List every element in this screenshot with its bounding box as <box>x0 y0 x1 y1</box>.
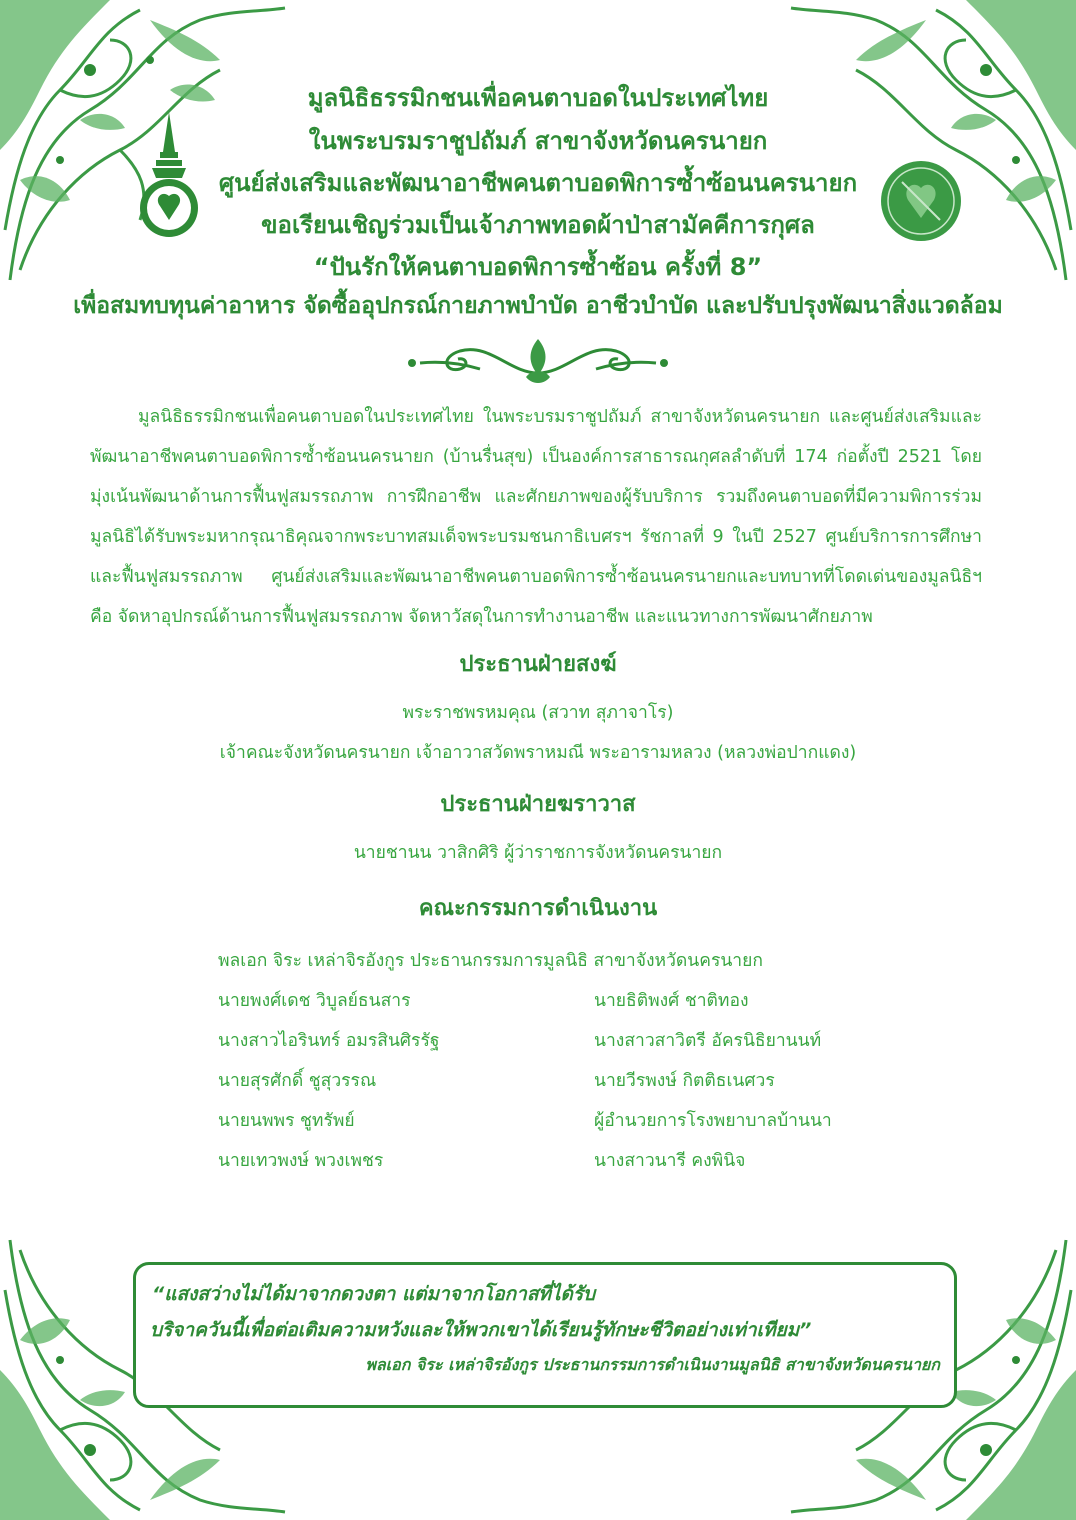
header-line-3: ศูนย์ส่งเสริมและพัฒนาอาชีพคนตาบอดพิการซ้ำซ้อนนครนายก <box>218 169 858 197</box>
committee-row <box>218 1027 918 1067</box>
monk-chair-title: เจ้าคณะจังหวัดนครนายก เจ้าอาวาสวัดพราหมณี พระอารามหลวง (หลวงพ่อปากแดง) <box>219 743 857 763</box>
committee-member: นางสาวไอรินทร์ อมรสินศิรรัฐ <box>218 1031 440 1051</box>
header-purpose: เพื่อสมทบทุนค่าอาหาร จัดซื้ออุปกรณ์กายภาพบำบัด อาชีวบำบัด และปรับปรุงพัฒนาสิ่งแวดล้อม <box>73 293 1003 319</box>
committee-member: นายเทวพงษ์ พวงเพชร <box>218 1151 384 1171</box>
monk-chair-heading: ประธานฝ่ายสงฆ์ <box>459 652 617 677</box>
committee-heading: คณะกรรมการดำเนินงาน <box>418 896 658 921</box>
quote-author: พลเอก จิระ เหล่าจิรอังกูร ประธานกรรมการดำเนินงานมูลนิธิ สาขาจังหวัดนครนายก <box>365 1355 940 1374</box>
committee-chair: พลเอก จิระ เหล่าจิรอังกูร ประธานกรรมการมูลนิธิ สาขาจังหวัดนครนายก <box>218 951 763 971</box>
lay-chair-heading: ประธานฝ่ายฆราวาส <box>440 792 636 817</box>
committee-member: นางสาวนารี คงพินิจ <box>594 1151 746 1171</box>
intro-text: มูลนิธิธรรมิกชนเพื่อคนตาบอดในประเทศไทย ในพระบรมราชูปถัมภ์ สาขาจังหวัดนครนายก และศูนย์ส่งเสริมและพัฒนาอาชีพคนตาบอดพิการซ้ำซ้อนนครนายก (บ้านรื่นสุข) เป็นองค์การสาธารณกุศลลำดับที่ 174 ก่อตั้งปี 2521 โดยมุ่งเน้นพัฒนาด้านการฟื้นฟูสมรรถภาพ การฝึกอาชีพ และศักยภาพของผู้รับบริการ รวมถึงคนตาบอดที่มีความพิการร่วม มูลนิธิได้รับพระมหากรุณาธิคุณจากพระบาทสมเด็จพระบรมชนกาธิเบศรฯ รัชกาลที่ 9 ในปี 2527 ศูนย์บริการการศึกษาและฟื้นฟูสมรรถภาพ ศูนย์ส่งเสริมและพัฒนาอาชีพคนตาบอดพิการซ้ำซ้อนนครนายกและบทบาทที่โดดเด่นของมูลนิธิฯ คือ จัดหาอุปกรณ์ด้านการฟื้นฟูสมรรถภาพ จัดหาวัสดุในการทำงานอาชีพ และแนวทางการพัฒนาศักยภาพ <box>90 407 982 627</box>
lay-chair-name: นายชานน วาสิกศิริ ผู้ว่าราชการจังหวัดนครนายก <box>353 843 723 863</box>
committee-row <box>218 1107 918 1147</box>
header-line-1: มูลนิธิธรรมิกชนเพื่อคนตาบอดในประเทศไทย <box>307 84 769 112</box>
committee-row <box>218 1067 918 1107</box>
committee-member: นายพงศ์เดช วิบูลย์ธนสาร <box>218 991 411 1011</box>
committee-member: นายธิติพงศ์ ชาติทอง <box>594 991 749 1011</box>
intro-paragraph <box>90 397 982 637</box>
committee-member: ผู้อำนวยการโรงพยาบาลบ้านนา <box>594 1111 832 1131</box>
committee-row <box>218 987 918 1027</box>
committee-list <box>218 947 918 1187</box>
quote-box <box>133 1262 957 1408</box>
committee-member: นายวีรพงษ์ กิตติธเนศวร <box>594 1071 775 1091</box>
committee-member: นายสุรศักดิ์ ชูสุวรรณ <box>218 1071 377 1091</box>
committee-member: นายนพพร ชูทรัพย์ <box>218 1111 355 1131</box>
quote-line-1: “แสงสว่างไม่ได้มาจากดวงตา แต่มาจากโอกาสที่ได้รับ <box>152 1283 596 1305</box>
committee-member: นางสาวสาวิตรี อัครนิธิยานนท์ <box>594 1031 822 1051</box>
quote-line-2: บริจาควันนี้เพื่อต่อเติมความหวังและให้พวกเขาได้เรียนรู้ทักษะชีวิตอย่างเท่าเทียม” <box>150 1319 812 1341</box>
event-title: “ปันรักให้คนตาบอดพิการซ้ำซ้อน ครั้งที่ 8” <box>313 253 763 281</box>
monk-chair-name: พระราชพรหมคุณ (สวาท สุภาจาโร) <box>402 703 674 723</box>
header-line-2: ในพระบรมราชูปถัมภ์ สาขาจังหวัดนครนายก <box>308 127 768 155</box>
header-line-4: ขอเรียนเชิญร่วมเป็นเจ้าภาพทอดผ้าป่าสามัคคีการกุศล <box>261 211 815 239</box>
scroll-divider-ornament <box>400 333 676 389</box>
committee-row <box>218 1147 918 1187</box>
